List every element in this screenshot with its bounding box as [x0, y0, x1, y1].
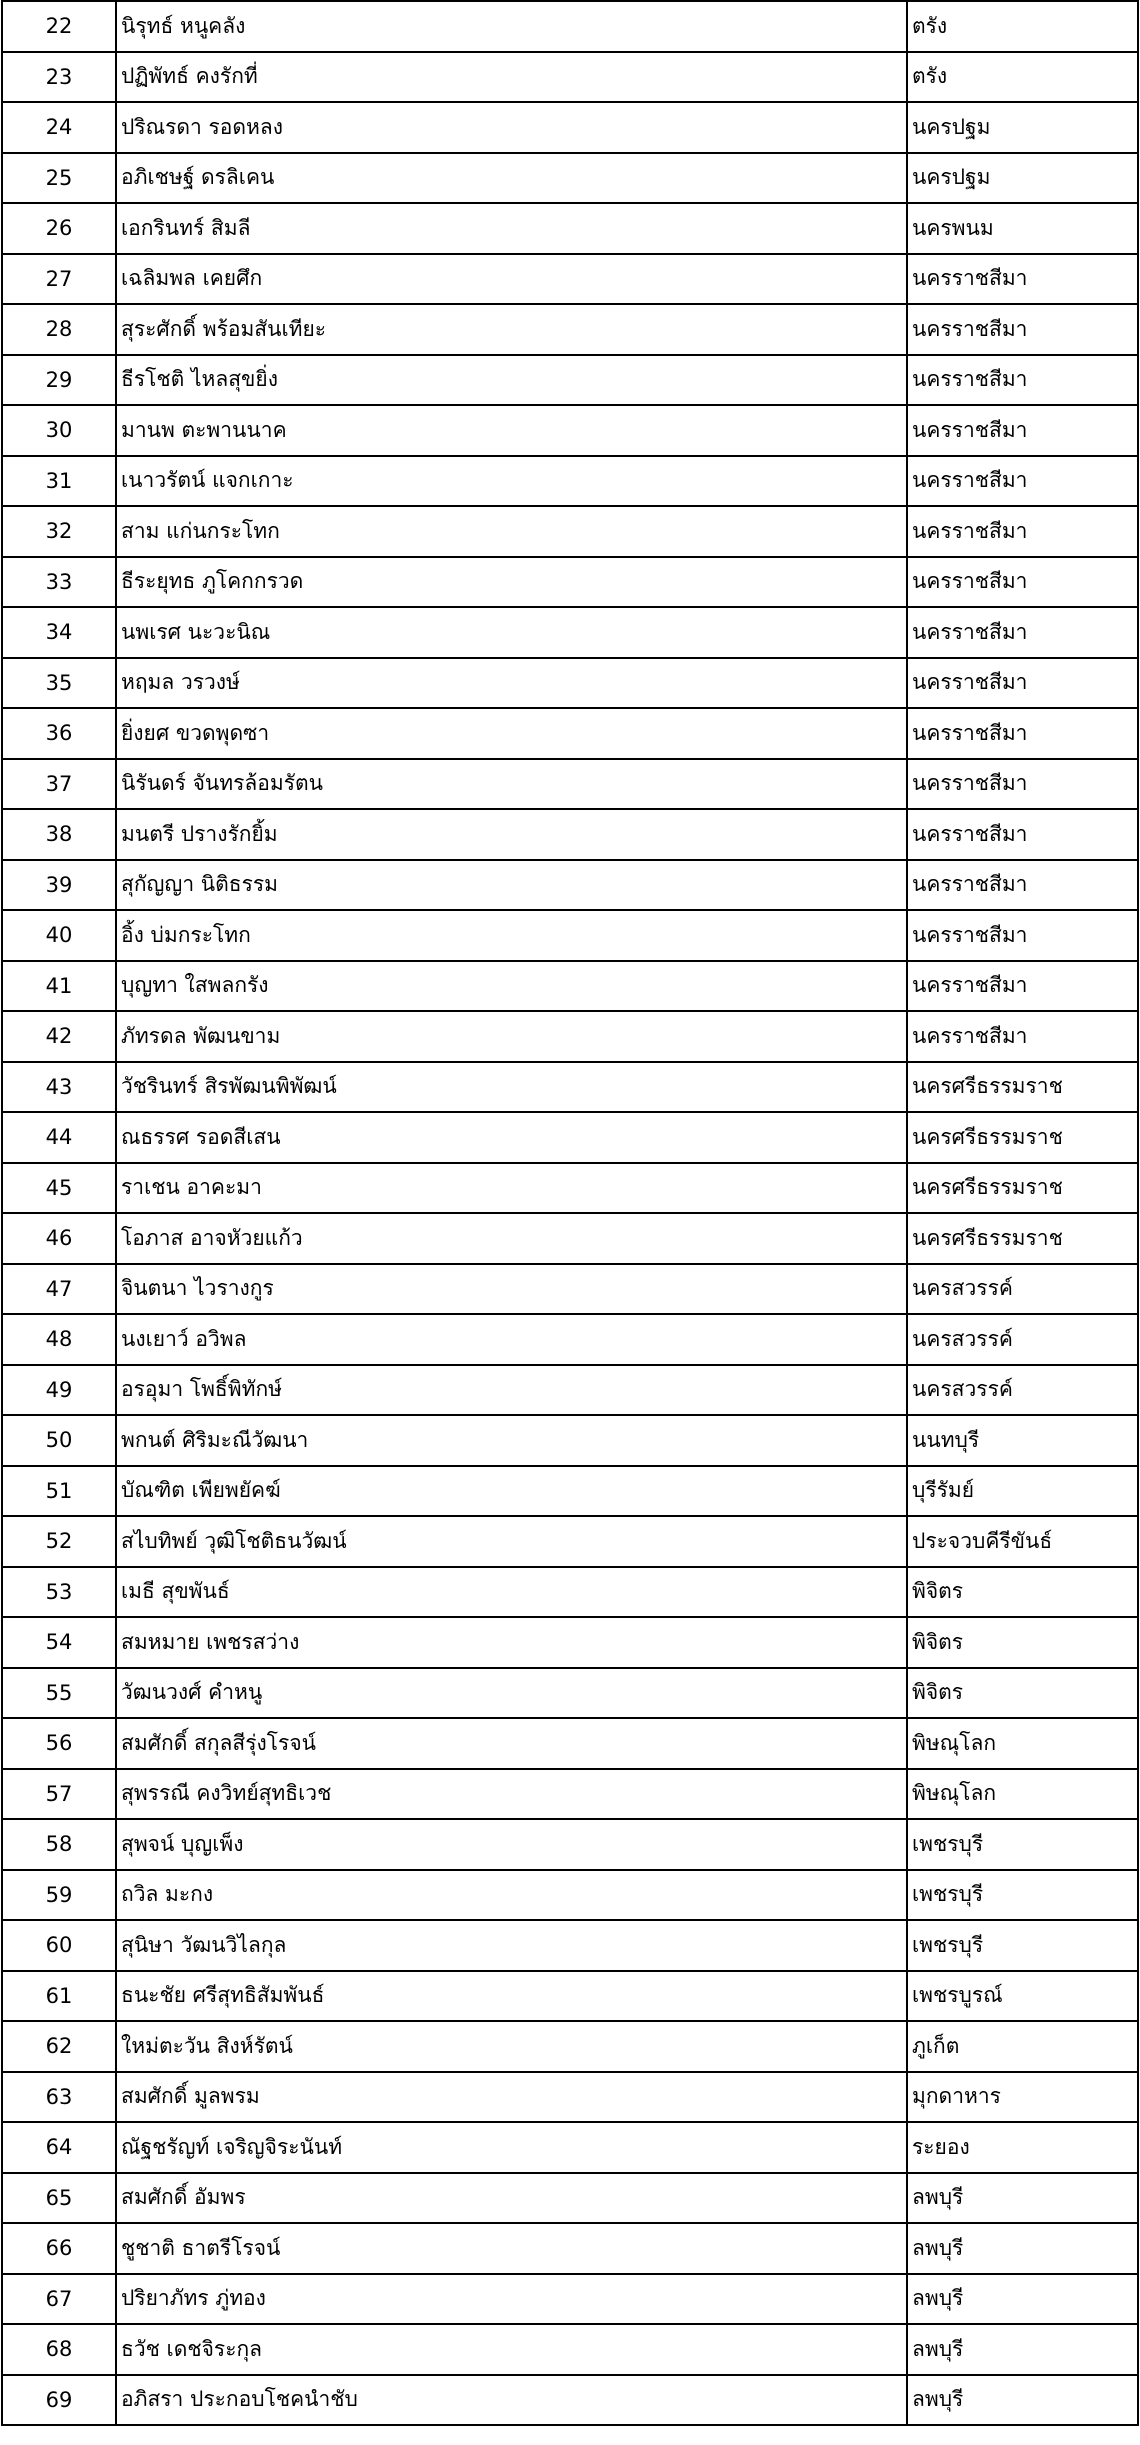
province-name: นครสวรรค์: [907, 1264, 1138, 1315]
row-number: 68: [2, 2324, 116, 2375]
table-row: [2, 1617, 1138, 1668]
table-row: [2, 1516, 1138, 1567]
table-row: [2, 2324, 1138, 2375]
table-row: [2, 1769, 1138, 1820]
person-name: สมหมาย เพชรสว่าง: [116, 1617, 907, 1668]
province-name: นครราชสีมา: [907, 557, 1138, 608]
table-row: [2, 910, 1138, 961]
row-number: 45: [2, 1163, 116, 1214]
province-name: เพชรบุรี: [907, 1819, 1138, 1870]
row-number: 54: [2, 1617, 116, 1668]
table-row: [2, 557, 1138, 608]
table-row: [2, 809, 1138, 860]
row-number: 42: [2, 1011, 116, 1062]
person-name: ธวัช เดชจิระกุล: [116, 2324, 907, 2375]
row-number: 30: [2, 405, 116, 456]
person-name: สไบทิพย์ วุฒิโชติธนวัฒน์: [116, 1516, 907, 1567]
row-number: 59: [2, 1870, 116, 1921]
person-name: อิ้ง บ่มกระโทก: [116, 910, 907, 961]
person-name: ราเชน อาคะมา: [116, 1163, 907, 1214]
row-number: 61: [2, 1971, 116, 2022]
row-number: 49: [2, 1365, 116, 1416]
participant-table: [1, 0, 1139, 2426]
row-number: 53: [2, 1567, 116, 1618]
person-name: ชูชาติ ธาตรีโรจน์: [116, 2223, 907, 2274]
person-name: ณัฐชรัญท์ เจริญจิระนันท์: [116, 2122, 907, 2173]
province-name: นครราชสีมา: [907, 860, 1138, 911]
row-number: 36: [2, 708, 116, 759]
person-name: ใหม่ตะวัน สิงห์รัตน์: [116, 2021, 907, 2072]
person-name: ธีรโชติ ไหลสุขยิ่ง: [116, 355, 907, 406]
table-row: [2, 658, 1138, 709]
person-name: สุพจน์ บุญเพ็ง: [116, 1819, 907, 1870]
row-number: 41: [2, 961, 116, 1012]
province-name: ตรัง: [907, 1, 1138, 52]
row-number: 32: [2, 506, 116, 557]
table-row: [2, 2173, 1138, 2224]
row-number: 67: [2, 2274, 116, 2325]
person-name: นงเยาว์ อวิพล: [116, 1314, 907, 1365]
row-number: 24: [2, 102, 116, 153]
person-name: ธนะชัย ศรีสุทธิสัมพันธ์: [116, 1971, 907, 2022]
table-row: [2, 1365, 1138, 1416]
row-number: 56: [2, 1718, 116, 1769]
table-row: [2, 254, 1138, 305]
table-row: [2, 506, 1138, 557]
table-row: [2, 860, 1138, 911]
row-number: 66: [2, 2223, 116, 2274]
table-row: [2, 708, 1138, 759]
province-name: บุรีรัมย์: [907, 1466, 1138, 1517]
province-name: พิจิตร: [907, 1668, 1138, 1719]
person-name: สมศักดิ์ สกุลสีรุ่งโรจน์: [116, 1718, 907, 1769]
province-name: นครศรีธรรมราช: [907, 1213, 1138, 1264]
table-row: [2, 1213, 1138, 1264]
row-number: 52: [2, 1516, 116, 1567]
person-name: ปริยาภัทร ภู่ทอง: [116, 2274, 907, 2325]
province-name: นครราชสีมา: [907, 304, 1138, 355]
province-name: ลพบุรี: [907, 2173, 1138, 2224]
person-name: สุพรรณี คงวิทย์สุทธิเวช: [116, 1769, 907, 1820]
table-row: [2, 52, 1138, 103]
province-name: พิจิตร: [907, 1617, 1138, 1668]
person-name: โอภาส อาจหัวยแก้ว: [116, 1213, 907, 1264]
province-name: ลพบุรี: [907, 2375, 1138, 2426]
person-name: มนตรี ปรางรักยิ้ม: [116, 809, 907, 860]
row-number: 51: [2, 1466, 116, 1517]
person-name: บัณฑิต เพียพยัคฆ์: [116, 1466, 907, 1517]
province-name: นครสวรรค์: [907, 1365, 1138, 1416]
province-name: นครปฐม: [907, 102, 1138, 153]
province-name: นครราชสีมา: [907, 1011, 1138, 1062]
table-row: [2, 1567, 1138, 1618]
table-row: [2, 304, 1138, 355]
person-name: ถวิล มะกง: [116, 1870, 907, 1921]
province-name: พิษณุโลก: [907, 1718, 1138, 1769]
province-name: ตรัง: [907, 52, 1138, 103]
row-number: 27: [2, 254, 116, 305]
row-number: 33: [2, 557, 116, 608]
table-row: [2, 1, 1138, 52]
row-number: 37: [2, 759, 116, 810]
table-row: [2, 1314, 1138, 1365]
province-name: นครราชสีมา: [907, 355, 1138, 406]
table-row: [2, 1819, 1138, 1870]
person-name: สมศักดิ์ อัมพร: [116, 2173, 907, 2224]
province-name: นครราชสีมา: [907, 708, 1138, 759]
province-name: นครราชสีมา: [907, 809, 1138, 860]
province-name: นครราชสีมา: [907, 910, 1138, 961]
province-name: นครราชสีมา: [907, 254, 1138, 305]
table-body: [2, 1, 1138, 2425]
person-name: ภัทรดล พัฒนขาม: [116, 1011, 907, 1062]
row-number: 55: [2, 1668, 116, 1719]
person-name: เฉลิมพล เคยศึก: [116, 254, 907, 305]
table-row: [2, 607, 1138, 658]
person-name: มานพ ตะพานนาค: [116, 405, 907, 456]
table-row: [2, 1011, 1138, 1062]
province-name: นครราชสีมา: [907, 961, 1138, 1012]
row-number: 38: [2, 809, 116, 860]
person-name: เมธี สุขพันธ์: [116, 1567, 907, 1618]
province-name: นนทบุรี: [907, 1415, 1138, 1466]
table-row: [2, 1971, 1138, 2022]
person-name: สาม แก่นกระโทก: [116, 506, 907, 557]
province-name: ระยอง: [907, 2122, 1138, 2173]
table-row: [2, 2021, 1138, 2072]
row-number: 46: [2, 1213, 116, 1264]
province-name: พิจิตร: [907, 1567, 1138, 1618]
table-row: [2, 1062, 1138, 1113]
province-name: นครราชสีมา: [907, 658, 1138, 709]
table-row: [2, 153, 1138, 204]
table-row: [2, 2072, 1138, 2123]
person-name: ณธรรศ รอดสีเสน: [116, 1112, 907, 1163]
row-number: 63: [2, 2072, 116, 2123]
province-name: นครศรีธรรมราช: [907, 1062, 1138, 1113]
province-name: นครราชสีมา: [907, 405, 1138, 456]
row-number: 22: [2, 1, 116, 52]
row-number: 47: [2, 1264, 116, 1315]
province-name: นครศรีธรรมราช: [907, 1112, 1138, 1163]
table-row: [2, 1163, 1138, 1214]
table-row: [2, 1112, 1138, 1163]
row-number: 39: [2, 860, 116, 911]
person-name: จินตนา ไวรางกูร: [116, 1264, 907, 1315]
person-name: สุนิษา วัฒนวิไลกุล: [116, 1920, 907, 1971]
province-name: นครปฐม: [907, 153, 1138, 204]
row-number: 62: [2, 2021, 116, 2072]
person-name: หฤมล วรวงษ์: [116, 658, 907, 709]
row-number: 26: [2, 203, 116, 254]
province-name: ลพบุรี: [907, 2223, 1138, 2274]
province-name: ลพบุรี: [907, 2324, 1138, 2375]
row-number: 28: [2, 304, 116, 355]
person-name: เอกรินทร์ สิมลี: [116, 203, 907, 254]
person-name: วัชรินทร์ สิรพัฒนพิพัฒน์: [116, 1062, 907, 1113]
row-number: 48: [2, 1314, 116, 1365]
row-number: 40: [2, 910, 116, 961]
person-name: นพเรศ นะวะนิณ: [116, 607, 907, 658]
person-name: สุกัญญา นิติธรรม: [116, 860, 907, 911]
table-row: [2, 405, 1138, 456]
table-row: [2, 355, 1138, 406]
table-row: [2, 759, 1138, 810]
table-row: [2, 1264, 1138, 1315]
province-name: ลพบุรี: [907, 2274, 1138, 2325]
row-number: 25: [2, 153, 116, 204]
province-name: ประจวบคีรีขันธ์: [907, 1516, 1138, 1567]
row-number: 64: [2, 2122, 116, 2173]
province-name: ภูเก็ต: [907, 2021, 1138, 2072]
table-row: [2, 203, 1138, 254]
province-name: มุกดาหาร: [907, 2072, 1138, 2123]
person-name: พกนต์ ศิริมะณีวัฒนา: [116, 1415, 907, 1466]
person-name: เนาวรัตน์ แจกเกาะ: [116, 456, 907, 507]
table-row: [2, 961, 1138, 1012]
table-row: [2, 1718, 1138, 1769]
row-number: 57: [2, 1769, 116, 1820]
province-name: เพชรบุรี: [907, 1920, 1138, 1971]
person-name: นิรุทธ์ หนูคลัง: [116, 1, 907, 52]
province-name: นครราชสีมา: [907, 506, 1138, 557]
table-row: [2, 2274, 1138, 2325]
row-number: 69: [2, 2375, 116, 2426]
province-name: นครราชสีมา: [907, 607, 1138, 658]
table-row: [2, 1466, 1138, 1517]
row-number: 35: [2, 658, 116, 709]
province-name: นครสวรรค์: [907, 1314, 1138, 1365]
person-name: ยิ่งยศ ขวดพุดซา: [116, 708, 907, 759]
person-name: วัฒนวงศ์ คำหนู: [116, 1668, 907, 1719]
row-number: 43: [2, 1062, 116, 1113]
row-number: 65: [2, 2173, 116, 2224]
row-number: 60: [2, 1920, 116, 1971]
person-name: อภิสรา ประกอบโชคนำชับ: [116, 2375, 907, 2426]
person-name: สุระศักดิ์ พร้อมสันเทียะ: [116, 304, 907, 355]
table-row: [2, 2223, 1138, 2274]
table-row: [2, 1870, 1138, 1921]
row-number: 29: [2, 355, 116, 406]
person-name: ธีระยุทธ ภูโคกกรวด: [116, 557, 907, 608]
row-number: 44: [2, 1112, 116, 1163]
province-name: นครศรีธรรมราช: [907, 1163, 1138, 1214]
row-number: 58: [2, 1819, 116, 1870]
province-name: พิษณุโลก: [907, 1769, 1138, 1820]
person-name: อภิเชษฐ์ ดรลิเคน: [116, 153, 907, 204]
person-name: สมศักดิ์ มูลพรม: [116, 2072, 907, 2123]
person-name: บุญทา ใสพลกรัง: [116, 961, 907, 1012]
person-name: อรอุมา โพธิ์พิทักษ์: [116, 1365, 907, 1416]
table-row: [2, 1415, 1138, 1466]
person-name: นิรันดร์ จันทรล้อมรัตน: [116, 759, 907, 810]
person-name: ปฏิพัทธ์ คงรักที่: [116, 52, 907, 103]
table-row: [2, 456, 1138, 507]
province-name: นครราชสีมา: [907, 759, 1138, 810]
table-row: [2, 102, 1138, 153]
province-name: นครราชสีมา: [907, 456, 1138, 507]
row-number: 34: [2, 607, 116, 658]
row-number: 23: [2, 52, 116, 103]
row-number: 50: [2, 1415, 116, 1466]
table-row: [2, 2122, 1138, 2173]
person-name: ปริณรดา รอดหลง: [116, 102, 907, 153]
table-row: [2, 1668, 1138, 1719]
table-row: [2, 2375, 1138, 2426]
province-name: เพชรบุรี: [907, 1870, 1138, 1921]
province-name: เพชรบูรณ์: [907, 1971, 1138, 2022]
row-number: 31: [2, 456, 116, 507]
province-name: นครพนม: [907, 203, 1138, 254]
table-row: [2, 1920, 1138, 1971]
